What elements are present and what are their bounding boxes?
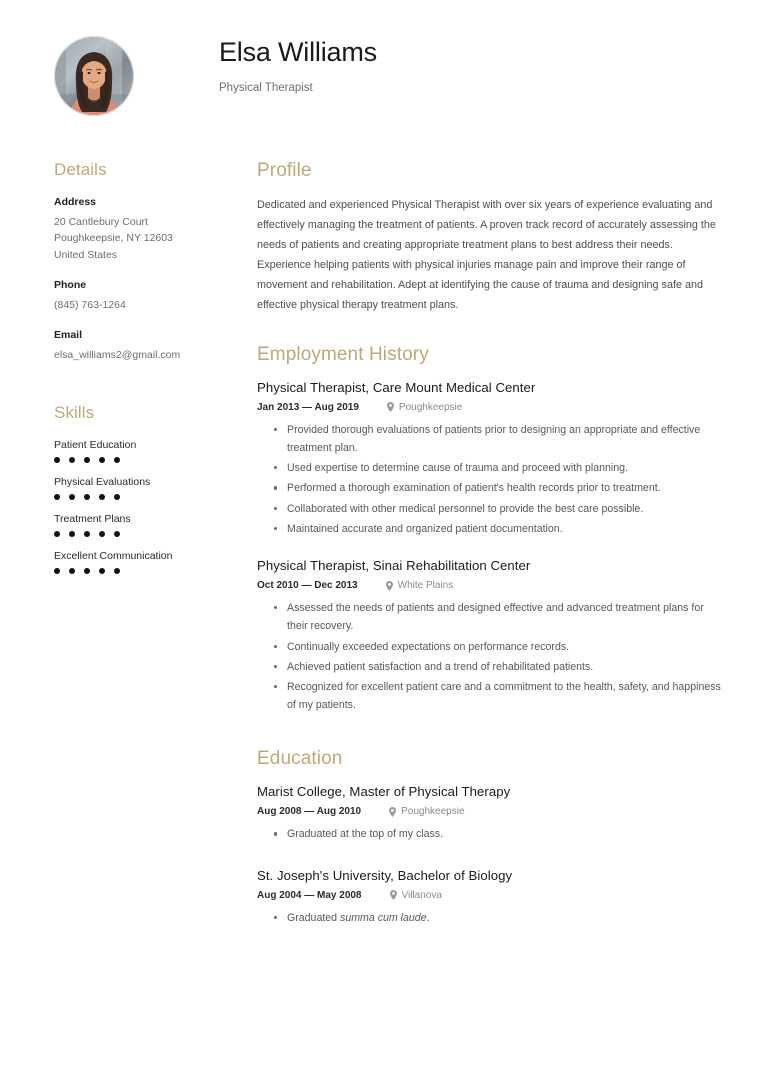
rating-dot bbox=[114, 494, 120, 500]
emphasis-text: summa cum laude bbox=[340, 911, 427, 924]
skill-rating bbox=[54, 568, 219, 574]
bullet-item: Performed a thorough examination of patient's health records prior to treatment. bbox=[287, 479, 724, 497]
skill-label: Excellent Communication bbox=[54, 550, 173, 563]
entry-location bbox=[387, 402, 462, 413]
detail-label: Phone bbox=[54, 278, 87, 291]
skill-label: Patient Education bbox=[54, 439, 137, 452]
section-profile bbox=[257, 160, 724, 316]
rating-dot bbox=[69, 457, 75, 463]
entry-meta bbox=[257, 580, 724, 591]
skill-item bbox=[54, 439, 219, 463]
bullet-item: Provided thorough evaluations of patients prior to designing an appropriate and effective treatment plan. bbox=[287, 421, 724, 457]
rating-dot bbox=[54, 531, 60, 537]
education-entry bbox=[257, 784, 724, 843]
resume-header bbox=[54, 30, 724, 142]
entry-location bbox=[390, 890, 442, 901]
page-title: Elsa Williams bbox=[219, 37, 377, 67]
skill-rating bbox=[54, 457, 219, 463]
entry-title: Marist College, Master of Physical Therapy bbox=[257, 784, 511, 800]
rating-dot bbox=[54, 494, 60, 500]
rating-dot bbox=[69, 568, 75, 574]
entry-bullets bbox=[257, 909, 724, 927]
avatar bbox=[54, 36, 134, 116]
entry-location bbox=[386, 580, 454, 591]
bullet-item: Achieved patient satisfaction and a trend of rehabilitated patients. bbox=[287, 658, 724, 676]
bullet-item: Assessed the needs of patients and designed effective and advanced treatment plans for their recovery. bbox=[287, 599, 724, 635]
detail-value: Poughkeepsie, NY 12603 bbox=[54, 232, 173, 245]
entry-title: St. Joseph's University, Bachelor of Biology bbox=[257, 867, 513, 883]
bullet-item: Recognized for excellent patient care and a commitment to the health, safety, and happiness of my patients. bbox=[287, 678, 724, 714]
detail-label: Address bbox=[54, 196, 97, 208]
identity-block bbox=[219, 30, 724, 94]
entry-bullets bbox=[257, 825, 724, 843]
profile-text: Dedicated and experienced Physical Therapist with over six years of experience evaluating and effectively managing the treatment of patients. A proven track record of accurately assessing the needs of patients and creating appropriate treatment plans to best address their needs. Experience helping patients with physical injuries manage pain and improve their range of movement and rehabilitation. Adept at identifying the cause of trauma and designing safe and effective physical therapy treatment plans. bbox=[257, 199, 716, 311]
rating-dot bbox=[84, 531, 90, 537]
map-pin-icon bbox=[390, 890, 397, 900]
entry-title: Physical Therapist, Sinai Rehabilitation Center bbox=[257, 558, 531, 574]
job-subtitle: Physical Therapist bbox=[219, 81, 313, 94]
avatar-container bbox=[54, 30, 219, 116]
location-text: Poughkeepsie bbox=[398, 401, 463, 413]
rating-dot bbox=[54, 457, 60, 463]
detail-email bbox=[54, 329, 219, 363]
entry-dates: Aug 2008 — Aug 2010 bbox=[257, 806, 362, 818]
skill-rating bbox=[54, 531, 219, 537]
rating-dot bbox=[99, 494, 105, 500]
section-employment-history bbox=[257, 344, 724, 715]
profile-heading: Profile bbox=[257, 160, 312, 181]
bullet-item: Maintained accurate and organized patient documentation. bbox=[287, 520, 724, 538]
bullet-item: Graduated summa cum laude. bbox=[287, 909, 724, 927]
section-education bbox=[257, 748, 724, 926]
location-text: White Plains bbox=[397, 580, 454, 592]
entry-dates: Oct 2010 — Dec 2013 bbox=[257, 580, 358, 592]
map-pin-icon bbox=[389, 807, 396, 817]
bullet-item: Graduated at the top of my class. bbox=[287, 825, 724, 843]
skills-heading: Skills bbox=[54, 403, 95, 423]
rating-dot bbox=[99, 457, 105, 463]
entry-dates: Jan 2013 — Aug 2019 bbox=[257, 401, 359, 413]
skill-item bbox=[54, 550, 219, 574]
rating-dot bbox=[69, 531, 75, 537]
details-heading: Details bbox=[54, 160, 107, 179]
rating-dot bbox=[99, 568, 105, 574]
skill-item bbox=[54, 476, 219, 500]
entry-meta bbox=[257, 402, 724, 413]
entry-meta bbox=[257, 806, 724, 817]
entry-title: Physical Therapist, Care Mount Medical Center bbox=[257, 379, 536, 395]
skill-label: Physical Evaluations bbox=[54, 476, 151, 489]
detail-value: 20 Cantlebury Court bbox=[54, 216, 148, 228]
rating-dot bbox=[99, 531, 105, 537]
profile-photo-illustration bbox=[54, 36, 134, 116]
sidebar bbox=[54, 142, 219, 587]
map-pin-icon bbox=[386, 581, 393, 591]
main-content bbox=[219, 142, 724, 929]
entry-dates: Aug 2004 — May 2008 bbox=[257, 889, 362, 901]
detail-phone bbox=[54, 279, 219, 313]
rating-dot bbox=[84, 457, 90, 463]
rating-dot bbox=[84, 568, 90, 574]
bullet-item: Continually exceeded expectations on performance records. bbox=[287, 638, 724, 656]
detail-address bbox=[54, 196, 219, 263]
entry-meta bbox=[257, 890, 724, 901]
rating-dot bbox=[69, 494, 75, 500]
education-heading: Education bbox=[257, 748, 343, 770]
rating-dot bbox=[114, 568, 120, 574]
education-entry bbox=[257, 868, 724, 927]
skill-item bbox=[54, 513, 219, 537]
employment-entry bbox=[257, 380, 724, 538]
rating-dot bbox=[84, 494, 90, 500]
entry-bullets bbox=[257, 599, 724, 714]
detail-label: Email bbox=[54, 329, 83, 342]
resume-body bbox=[54, 142, 724, 1074]
employment-entry bbox=[257, 558, 724, 714]
rating-dot bbox=[114, 457, 120, 463]
skill-rating bbox=[54, 494, 219, 500]
entry-location bbox=[389, 806, 464, 817]
detail-value: elsa_williams2@gmail.com bbox=[54, 349, 181, 362]
location-text: Poughkeepsie bbox=[401, 806, 465, 818]
skill-label: Treatment Plans bbox=[54, 513, 131, 526]
location-text: Villanova bbox=[401, 889, 442, 901]
rating-dot bbox=[114, 531, 120, 537]
employment-heading: Employment History bbox=[257, 343, 429, 365]
entry-bullets bbox=[257, 421, 724, 538]
bullet-item: Used expertise to determine cause of trauma and proceed with planning. bbox=[287, 459, 724, 477]
detail-value: United States bbox=[54, 248, 118, 261]
map-pin-icon bbox=[387, 402, 394, 412]
rating-dot bbox=[54, 568, 60, 574]
bullet-item: Collaborated with other medical personnel to provide the best care possible. bbox=[287, 500, 724, 518]
detail-value: (845) 763-1264 bbox=[54, 298, 126, 311]
